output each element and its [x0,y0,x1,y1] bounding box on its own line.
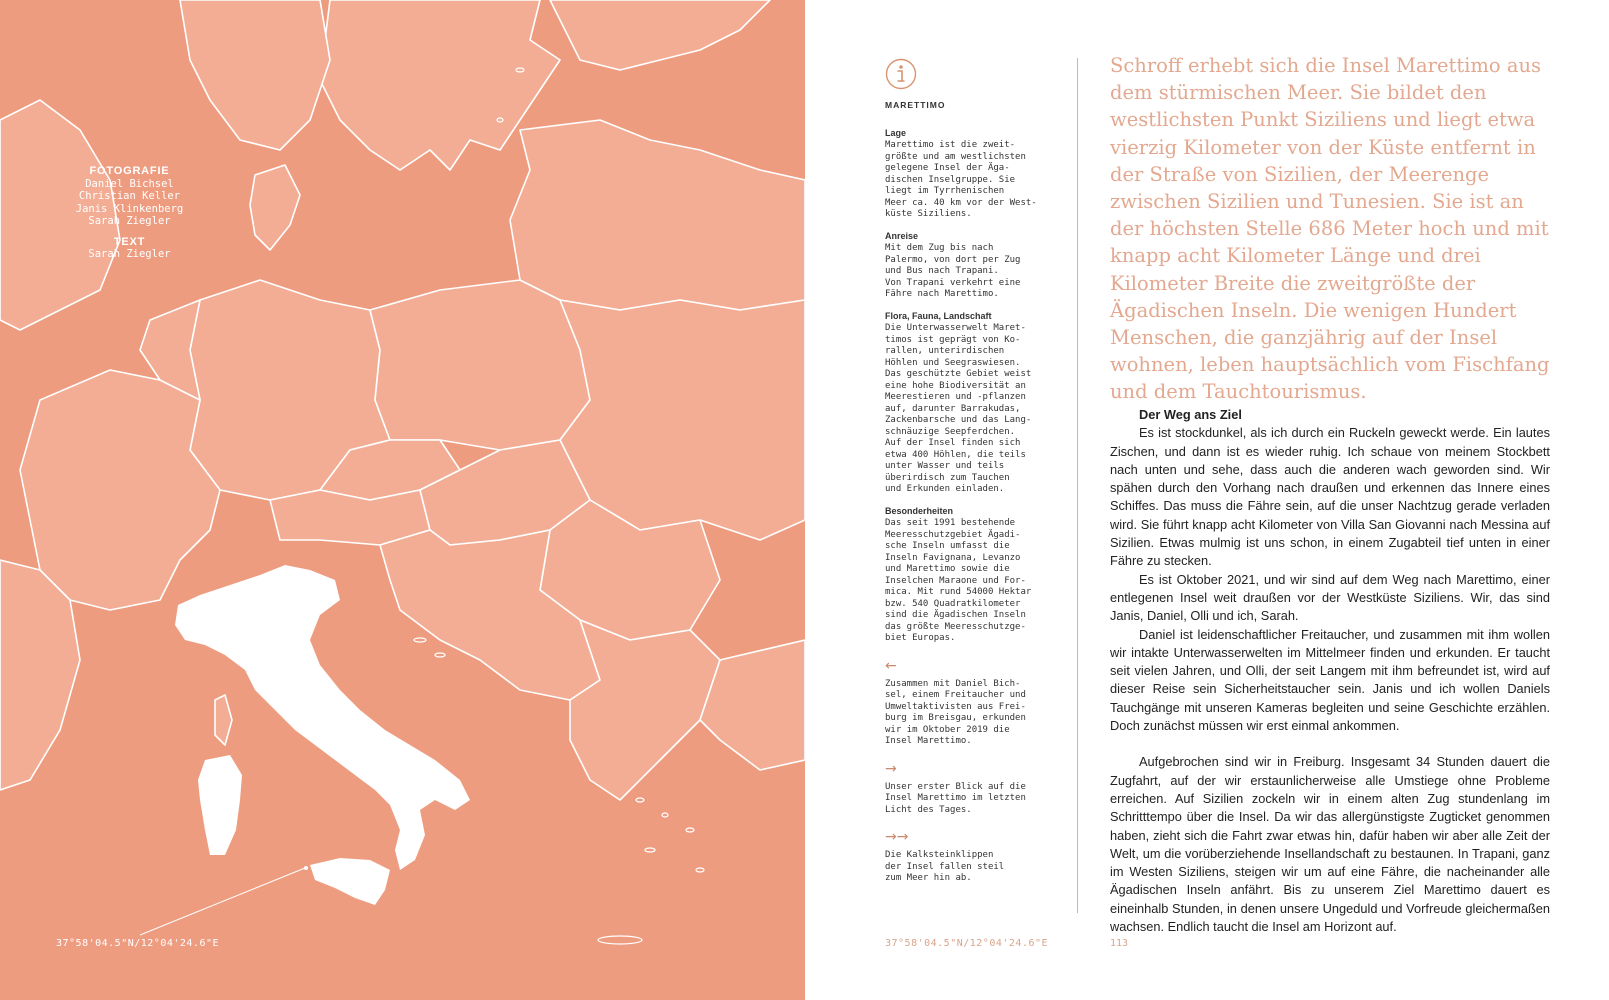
land-norway-coast [180,0,330,150]
photographer-name: Janis Klinkenberg [75,202,184,215]
section-title-flora: Flora, Fauna, Landschaft [885,310,992,321]
land-poland [370,280,590,450]
land-corsica [215,695,232,745]
photo-caption: Unser erster Blick auf die Insel Marettimo im letzten Licht des Tages. [885,781,1026,815]
section-title-lage: Lage [885,127,907,138]
credits-block [62,165,197,261]
body-paragraph: Es ist stockdunkel, als ich durch ein Ruckeln geweckt werde. Ein lautes Zischen, und dann ist es wieder ruhig. Ich schaue von meinem Stockbett nach unten und sehe, dass auch die anderen wach geworden sind. Wir spähen durch den Vorhang nach draußen und erkennen das Innere eines Schiffes. Das muss die Fähre sein, auf die unser Nachtzug gerade verladen wird. Sie führt knapp acht Kilometer von Villa San Giovanni nach Messina auf Sizilien. Etwas mulmig ist uns schon, in einem Zugabteil tief unten in einer Fähre zu stecken. [1110,425,1550,569]
land-france [20,370,220,610]
section-title-anreise: Anreise [885,230,919,241]
island-sicily [310,858,390,905]
photographer-name: Daniel Bichsel [85,177,174,190]
body-paragraph: Aufgebrochen sind wir in Freiburg. Insgesamt 34 Stunden dauert die Zugfahrt, auf der wir erstaunlicherweise alle Umstiege ohne Probleme erreichen. Auf Sizilien zockeln wir in einem alten Zug stundenlang im Schritttempo über die Insel. Da wir das allergünstigste Zugticket genommen haben, zieht sich die Fahrt zwar etwas hin, dafür haben wir aber alle Zeit der Welt, um die vorüberziehende Insellandschaft zu bestaunen. In Trapani, ganz im Westen Siziliens, steigen wir um auf eine Fähre, die nacheinander alle Ägadischen Inseln anfährt. Bis zu unserem Ziel Marettimo dauert es eineinhalb Stunden, in denen unsere Ungeduld und Vorfreude gleichermaßen wachsen. Endlich taucht die Insel am Horizont auf. [1110,754,1550,935]
subheading: Der Weg ans Ziel [1139,407,1242,422]
map-coordinates: 37°58'04.5"N/12°04'24.6"E [56,938,220,949]
photo-caption: Zusammen mit Daniel Bich- sel, einem Freitaucher und Umweltaktivisten aus Frei- burg im Breisgau, erkunden wir im Oktober 2019 die Insel Marettimo. [885,678,1026,746]
section-text-flora: Die Unterwasserwelt Maret- timos ist geprägt von Ko- rallen, unterirdischen Höhlen und Seegraswiesen. Das geschützte Gebiet weist eine hohe Biodiversität an Meerestieren und -pflanzen auf, darunter Barrakudas, Zackenbarsche und das Lang- schnäuzige Seepferdchen. Auf der Insel finden sich etwa 400 Höhlen, die teils unter Wasser und teils überirdisch zum Tauchen und Erkunden einladen. [885,323,1032,494]
photographer-name: Christian Keller [78,190,181,202]
info-circle-icon [885,58,917,90]
article-body [1110,406,1550,936]
section-title-besonderheiten: Besonderheiten [885,505,954,516]
land-bulgaria-greece [570,620,720,800]
body-paragraph: Es ist Oktober 2021, und wir sind auf dem Weg nach Marettimo, einer entlegenen Insel weit draußen vor der Westküste Siziliens. Wir, das sind Janis, Daniel, Olli und ich, Sarah. [1110,571,1550,624]
body-paragraph: Daniel ist leidenschaftlicher Freitaucher, und zusammen mit ihm wollen wir intakte Unterwasserwelten im Mittelmeer finden und erkunden. Er taucht seit vielen Jahren, und Olli, der seit Langem mit ihm befreundet ist, wird auf dieser Reise sein Sicherheitstaucher sein. Janis und ich wollen Daniels Tauchgänge mit unseren Kameras begleiten und seine Geschichte erzählen. Doch zunächst müssen wir erst einmal ankommen. [1110,626,1550,734]
right-page-text [805,0,1609,1000]
arrow-right-icon: → [885,760,897,777]
double-arrow-right-icon: →→ [885,829,909,845]
marettimo-leader-line [140,868,305,935]
column-divider [1077,58,1078,913]
section-text-anreise: Mit dem Zug bis nach Palermo, von dort per Zug und Bus nach Trapani. Von Trapani verkehrt eine Fähre nach Marettimo. [885,243,1021,299]
land-finland-north [550,0,770,70]
section-text-lage: Marettimo ist die zweit- größte und am westlichsten gelegene Insel der Ägа- dischen Inselgruppe. Sie liegt im Tyrrhenischen Meer ca. 40 km vor der West- küste Siziliens. [885,140,1037,219]
section-text-besonderheiten: Das seit 1991 bestehende Meeresschutzgebiet Ägadi- sche Inseln umfasst die Inseln Favignana, Levanzo und Marettimo sowie die Inselchen Maraone und For- mica. Mit rund 54000 Hektar bzw. 540 Quadratkilometer sind die Ägadischen Inseln das größte Meeresschutzge- biet Europas. [885,518,1032,643]
island-sardinia [198,755,242,855]
marettimo-marker [304,866,308,870]
place-name: MARETTIMO [885,100,946,110]
land-baltics [510,120,805,310]
arrow-left-icon: ← [885,657,897,674]
photographer-name: Sarah Ziegler [88,215,171,227]
page-number: 113 [1110,938,1129,949]
info-sidebar [885,100,1057,885]
lead-paragraph: Schroff erhebt sich die Insel Marettimo aus dem stürmischen Meer. Sie bildet den westlichsten Punkt Siziliens und liegt etwa vierzig Kilometer von der Küste entfernt in der Straße von Sizilien, der Meerenge zwischen Sizilien und Tunesien. Sie ist an der höchsten Stelle 686 Meter hoch und mit knapp acht Kilometer Länge und drei Kilometer Breite die zweitgrößte der Ägadischen Inseln. Die wenigen Hundert Menschen, die ganzjährig auf der Insel wohnen, leben hauptsächlich vom Fischfang und dem Tauchtourismus. [1110,54,1550,404]
photo-caption: Die Kalksteinklippen der Insel fallen steil zum Meer hin ab. [885,850,1005,883]
land-denmark [250,165,300,250]
photo-heading: FOTOGRAFIE [89,165,170,177]
author-name: Sarah Ziegler [88,248,171,260]
text-heading: TEXT [113,235,146,248]
footer-coordinates: 37°58'04.5"N/12°04'24.6"E [885,938,1049,949]
